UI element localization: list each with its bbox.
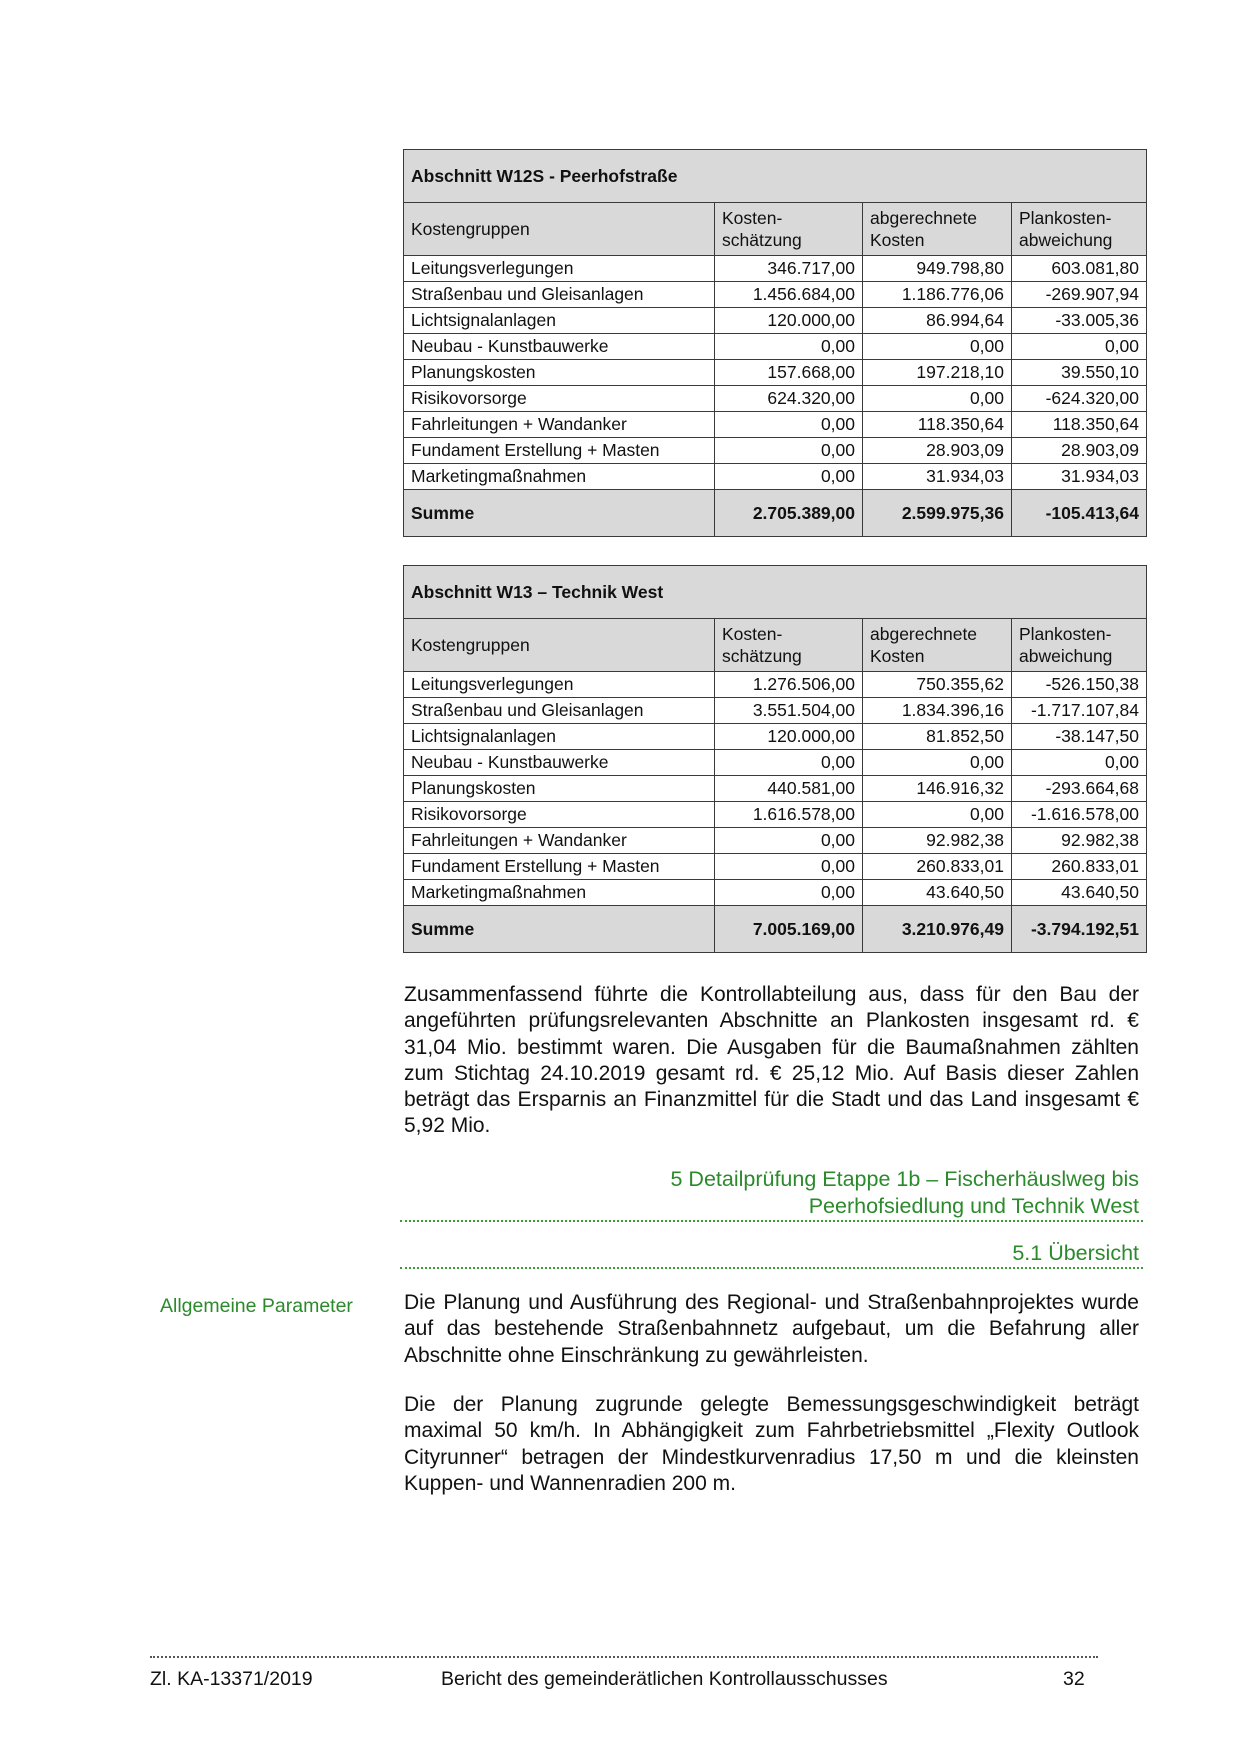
cost-group-cell: Straßenbau und Gleisanlagen	[404, 282, 715, 308]
column-header: Plankosten- abweichung	[1012, 203, 1147, 256]
amount-cell: 86.994,64	[863, 308, 1012, 334]
table-row	[404, 802, 1147, 828]
table-header-row	[404, 619, 1147, 672]
amount-cell: 43.640,50	[863, 880, 1012, 906]
paragraph-speed: Die der Planung zugrunde gelegte Bemessungsgeschwindigkeit beträgt maximal 50 km/h. In Abhängigkeit zum Fahrbetriebsmittel „Flexity Outlook Cityrunner“ betragen der Mindestkurvenradius 17,50 m und die kleinsten Kuppen- und Wannenradien 200 m.	[404, 1393, 1139, 1495]
table-title: Abschnitt W12S - Peerhofstraße	[404, 150, 1147, 203]
amount-cell: 31.934,03	[1012, 464, 1147, 490]
table-row	[404, 464, 1147, 490]
amount-cell: -293.664,68	[1012, 776, 1147, 802]
amount-cell: 146.916,32	[863, 776, 1012, 802]
cost-group-cell: Planungskosten	[404, 776, 715, 802]
column-header: abgerechnete Kosten	[863, 203, 1012, 256]
cost-group-cell: Lichtsignalanlagen	[404, 724, 715, 750]
amount-cell: 0,00	[715, 412, 863, 438]
amount-cell: 440.581,00	[715, 776, 863, 802]
cost-group-cell: Fahrleitungen + Wandanker	[404, 828, 715, 854]
page-number: 32	[1063, 1668, 1085, 1690]
subheading-divider	[400, 1267, 1143, 1269]
amount-cell: 1.276.506,00	[715, 672, 863, 698]
sum-label: Summe	[404, 906, 715, 953]
amount-cell: 120.000,00	[715, 724, 863, 750]
column-header: Kosten- schätzung	[715, 619, 863, 672]
sum-label: Summe	[404, 490, 715, 537]
amount-cell: 0,00	[715, 750, 863, 776]
table-row	[404, 724, 1147, 750]
cost-group-cell: Lichtsignalanlagen	[404, 308, 715, 334]
table-row	[404, 776, 1147, 802]
cost-group-cell: Fundament Erstellung + Masten	[404, 438, 715, 464]
amount-cell: -38.147,50	[1012, 724, 1147, 750]
amount-cell: -1.717.107,84	[1012, 698, 1147, 724]
amount-cell: 260.833,01	[1012, 854, 1147, 880]
amount-cell: 750.355,62	[863, 672, 1012, 698]
footer-divider	[150, 1656, 1098, 1658]
amount-cell: 0,00	[863, 802, 1012, 828]
amount-cell: 28.903,09	[863, 438, 1012, 464]
table-row	[404, 438, 1147, 464]
amount-cell: 0,00	[715, 464, 863, 490]
column-header: Kostengruppen	[404, 203, 715, 256]
table-row	[404, 256, 1147, 282]
sum-value: 3.210.976,49	[863, 906, 1012, 953]
cost-group-cell: Marketingmaßnahmen	[404, 880, 715, 906]
summary-paragraph: Zusammenfassend führte die Kontrollabteilung aus, dass für den Bau der angeführten prüfungsrelevanten Abschnitte an Plankosten insgesamt rd. € 31,04 Mio. bestimmt waren. Die Ausgaben für die Baumaßnahmen zählten zum Stichtag 24.10.2019 gesamt rd. € 25,12 Mio. Auf Basis dieser Zahlen beträgt das Ersparnis an Finanzmittel für die Stadt und das Land insgesamt € 5,92 Mio.	[404, 983, 1139, 1138]
cost-group-cell: Neubau - Kunstbauwerke	[404, 750, 715, 776]
cost-group-cell: Marketingmaßnahmen	[404, 464, 715, 490]
cost-group-cell: Planungskosten	[404, 360, 715, 386]
cost-group-cell: Straßenbau und Gleisanlagen	[404, 698, 715, 724]
amount-cell: 43.640,50	[1012, 880, 1147, 906]
subsection-heading: 5.1 Übersicht	[1012, 1241, 1139, 1265]
table-row	[404, 308, 1147, 334]
amount-cell: -526.150,38	[1012, 672, 1147, 698]
amount-cell: 92.982,38	[863, 828, 1012, 854]
amount-cell: 0,00	[863, 386, 1012, 412]
table-sum-row	[404, 906, 1147, 953]
amount-cell: 1.456.684,00	[715, 282, 863, 308]
section-heading: 5 Detailprüfung Etappe 1b – Fischerhäuslweg bis Peerhofsiedlung und Technik West	[670, 1167, 1139, 1218]
sum-value: -105.413,64	[1012, 490, 1147, 537]
table-row	[404, 698, 1147, 724]
table-row	[404, 880, 1147, 906]
table-sum-row	[404, 490, 1147, 537]
amount-cell: 1.834.396,16	[863, 698, 1012, 724]
cost-table-w13	[403, 565, 1147, 953]
amount-cell: 0,00	[1012, 334, 1147, 360]
amount-cell: 346.717,00	[715, 256, 863, 282]
column-header: abgerechnete Kosten	[863, 619, 1012, 672]
amount-cell: 0,00	[715, 828, 863, 854]
sum-value: 7.005.169,00	[715, 906, 863, 953]
table-row	[404, 334, 1147, 360]
amount-cell: 3.551.504,00	[715, 698, 863, 724]
amount-cell: 0,00	[715, 334, 863, 360]
cost-group-cell: Fundament Erstellung + Masten	[404, 854, 715, 880]
column-header: Kosten- schätzung	[715, 203, 863, 256]
footer-reference: Zl. KA-13371/2019	[150, 1668, 313, 1690]
cost-group-cell: Leitungsverlegungen	[404, 256, 715, 282]
amount-cell: 1.186.776,06	[863, 282, 1012, 308]
column-header: Kostengruppen	[404, 619, 715, 672]
column-header: Plankosten- abweichung	[1012, 619, 1147, 672]
amount-cell: 28.903,09	[1012, 438, 1147, 464]
footer-title: Bericht des gemeinderätlichen Kontrollausschusses	[441, 1668, 888, 1690]
table-row	[404, 828, 1147, 854]
amount-cell: 0,00	[715, 438, 863, 464]
amount-cell: 81.852,50	[863, 724, 1012, 750]
amount-cell: -269.907,94	[1012, 282, 1147, 308]
amount-cell: 603.081,80	[1012, 256, 1147, 282]
cost-group-cell: Risikovorsorge	[404, 802, 715, 828]
amount-cell: 949.798,80	[863, 256, 1012, 282]
table-row	[404, 386, 1147, 412]
amount-cell: 118.350,64	[863, 412, 1012, 438]
paragraph-general: Die Planung und Ausführung des Regional- und Straßenbahnprojektes wurde auf das bestehende Straßenbahnnetz aufgebaut, um die Befahrung aller Abschnitte ohne Einschränkung zu gewährleisten.	[404, 1291, 1139, 1367]
sum-value: -3.794.192,51	[1012, 906, 1147, 953]
amount-cell: 120.000,00	[715, 308, 863, 334]
cost-group-cell: Fahrleitungen + Wandanker	[404, 412, 715, 438]
table-row	[404, 854, 1147, 880]
cost-table-w12s	[403, 149, 1147, 537]
table-row	[404, 672, 1147, 698]
table-row	[404, 282, 1147, 308]
amount-cell: 0,00	[863, 334, 1012, 360]
amount-cell: 31.934,03	[863, 464, 1012, 490]
sum-value: 2.705.389,00	[715, 490, 863, 537]
amount-cell: 0,00	[715, 854, 863, 880]
amount-cell: -33.005,36	[1012, 308, 1147, 334]
cost-group-cell: Neubau - Kunstbauwerke	[404, 334, 715, 360]
sum-value: 2.599.975,36	[863, 490, 1012, 537]
amount-cell: 1.616.578,00	[715, 802, 863, 828]
table-row	[404, 750, 1147, 776]
amount-cell: -1.616.578,00	[1012, 802, 1147, 828]
amount-cell: 624.320,00	[715, 386, 863, 412]
amount-cell: 39.550,10	[1012, 360, 1147, 386]
table-header-row	[404, 203, 1147, 256]
amount-cell: 0,00	[1012, 750, 1147, 776]
amount-cell: 260.833,01	[863, 854, 1012, 880]
amount-cell: 197.218,10	[863, 360, 1012, 386]
amount-cell: 0,00	[715, 880, 863, 906]
table-row	[404, 412, 1147, 438]
amount-cell: 92.982,38	[1012, 828, 1147, 854]
cost-group-cell: Risikovorsorge	[404, 386, 715, 412]
heading-divider	[400, 1220, 1143, 1222]
amount-cell: 157.668,00	[715, 360, 863, 386]
table-row	[404, 360, 1147, 386]
cost-group-cell: Leitungsverlegungen	[404, 672, 715, 698]
amount-cell: -624.320,00	[1012, 386, 1147, 412]
amount-cell: 0,00	[863, 750, 1012, 776]
amount-cell: 118.350,64	[1012, 412, 1147, 438]
margin-note: Allgemeine Parameter	[160, 1295, 353, 1317]
table-title: Abschnitt W13 – Technik West	[404, 566, 1147, 619]
